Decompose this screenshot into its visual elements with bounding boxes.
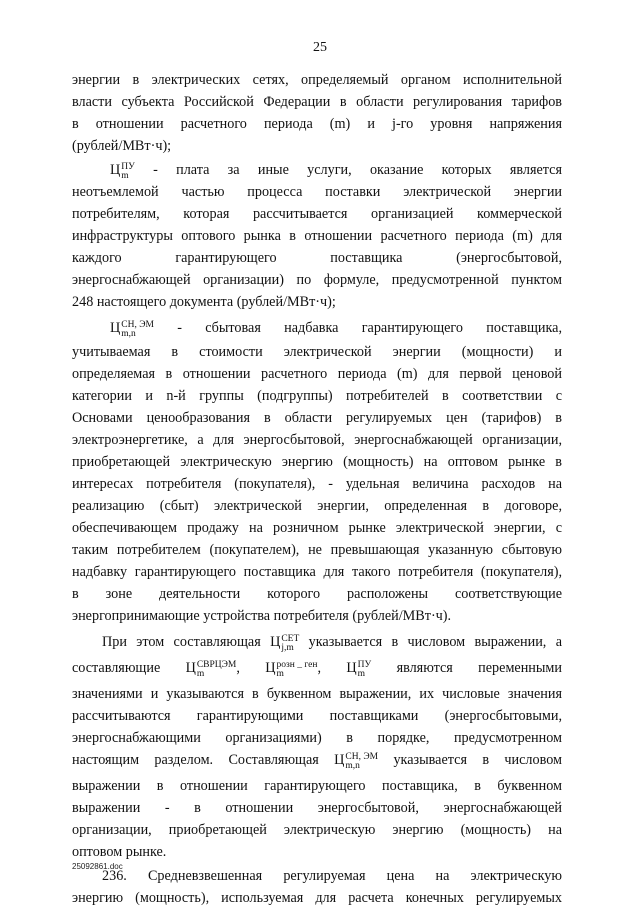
text-line: рассчитываются гарантирующими поставщиками (энергосбытовыми, [72,708,562,724]
text-line: потребителям, которая рассчитывается организацией коммерческой [72,206,562,222]
text-line: учитываемая в стоимости электрической энергии (мощности) и [72,344,562,360]
formula-symbol: Ц СВРЦЭМ m [185,660,237,679]
paragraph-line: настоящим разделом. Составляющая Ц СН, ЭМ m,n указывается в числовом [72,752,562,771]
text-line: неотъемлемой частью процесса поставки электрической энергии [72,184,562,200]
text-line: инфраструктуры оптового рынка в отношении расчетного периода (m) для [72,228,562,244]
formula-symbol: Ц ПУ m [110,162,135,181]
text-line: каждого гарантирующего поставщика (энергосбытовой, [72,250,562,266]
paragraph-line: При этом составляющая Ц СЕТ j,m указывается в числовом выражении, а [102,634,563,653]
text-line: интересах потребителя (покупателя), - удельная величина расходов на [72,476,562,492]
text-line: оптовом рынке. [72,844,167,860]
text-line: энергии в электрических сетях, определяемый органом исполнительной [72,72,562,88]
text-line: энергоснабжающими организациями) в порядке, предусмотренном [72,730,562,746]
paragraph-line: составляющие Ц СВРЦЭМ m , Ц розн _ ген m , Ц ПУ m являются переменными [72,660,563,679]
text-line: 236. Средневзвешенная регулируемая цена на электрическую [102,868,562,884]
formula-symbol: Ц СН, ЭМ m,n [334,752,379,771]
formula-symbol: Ц СЕТ j,m [270,634,300,653]
text-line: энергию (мощность), используемая для расчета конечных регулируемых [72,890,562,906]
text-line: энергоснабжающей организации) по формуле, предусмотренной пунктом [72,272,562,288]
text-line: таким потребителем (покупателем), не превышающая указанную сбытовую [72,542,562,558]
formula-symbol: Ц розн _ ген m [265,660,318,679]
formula-symbol: Ц СН, ЭМ m,n [110,320,154,339]
text-line: электроэнергетике, а для энергосбытовой, энергоснабжающей организации, [72,432,562,448]
text-line: в отношении расчетного периода (m) и j-го уровня напряжения [72,116,562,132]
text-line: выражении в отношении гарантирующего поставщика, в буквенном [72,778,562,794]
text-line: Основами ценообразования в области регулируемых цен (тарифов) в [72,410,562,426]
text-line: энергопринимающие устройства потребителя (рублей/МВт·ч). [72,608,452,624]
text-line: категории и n-й группы (подгруппы) потребителей в соответствии с [72,388,562,404]
text-line: обеспечивающем продажу на розничном рынке электрической энергии, с [72,520,562,536]
text-line: определяемая в отношении расчетного периода (m) для первой ценовой [72,366,562,382]
text-line: значениями и указываются в буквенном выражении, их числовые значения [72,686,562,702]
text-line: приобретающей электрическую энергию (мощность) на оптовом рынке в [72,454,562,470]
definition-line: Ц СН, ЭМ m,n - сбытовая надбавка гарантирующего поставщика, [110,320,562,339]
text-line: власти субъекта Российской Федерации в области регулирования тарифов [72,94,562,110]
text-line: (рублей/МВт·ч); [72,138,172,154]
text-line: выражении - в отношении энергосбытовой, энергоснабжающей [72,800,562,816]
text-line: 248 настоящего документа (рублей/МВт·ч); [72,294,336,310]
text-line: надбавку гарантирующего поставщика для такого потребителя (покупателя), [72,564,562,580]
text-line: реализацию (сбыт) электрической энергии, определенная в договоре, [72,498,562,514]
document-filename: 25092861.doc [72,862,123,871]
formula-symbol: Ц ПУ m [346,660,372,679]
text-line: в зоне деятельности которого расположены соответствующие [72,586,562,602]
definition-line: Ц ПУ m - плата за иные услуги, оказание которых является [110,162,562,181]
text-line: организации, приобретающей электрическую энергию (мощность) на [72,822,562,838]
page-number: 25 [313,40,327,55]
